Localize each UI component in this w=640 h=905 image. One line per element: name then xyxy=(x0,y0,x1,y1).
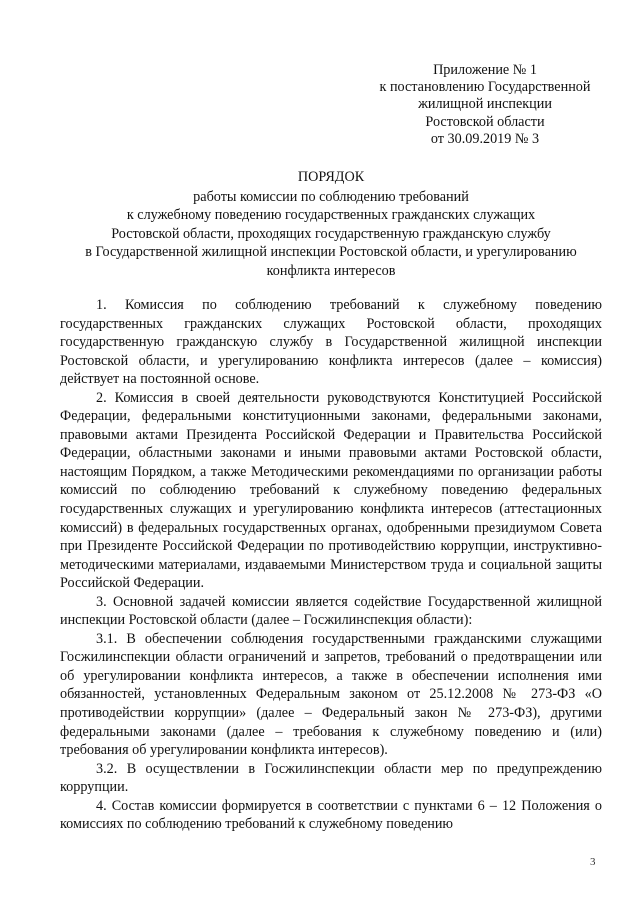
heading-line: в Государственной жилищной инспекции Ростовской области, и урегулированию xyxy=(85,244,577,261)
appendix-line: жилищной инспекции xyxy=(418,96,552,113)
appendix-block xyxy=(370,62,600,148)
heading-line: Ростовской области, проходящих государственную гражданскую службу xyxy=(111,225,551,242)
paragraph-3-2: 3.2. В осуществлении в Госжилинспекции области мер по предупреждению коррупции. xyxy=(60,760,602,796)
document-heading xyxy=(60,168,602,281)
paragraph-3: 3. Основной задачей комиссии является содействие Государственной жилищной инспекции Ростовской области (далее – Госжилинспекция области): xyxy=(60,593,602,629)
paragraph-1: 1. Комиссия по соблюдению требований к служебному поведению государственных гражданских служащих Ростовской области, проходящих государственную гражданскую службу в Государственной жилищной инспекции Ростовской области, и урегулированию конфликта интересов (далее – комиссия) действует на постоянной основе. xyxy=(60,297,602,388)
paragraph-3-1: 3.1. В обеспечении соблюдения государственными гражданскими служащими Госжилинспекции области ограничений и запретов, требований о предотвращении или об урегулировании конфликта интересов, а также в обеспечении исполнения ими обязанностей, установленных Федеральным законом от 25.12.2008 № 273-ФЗ «О противодействии коррупции» (далее – Федеральный закон № 273-ФЗ), другими федеральными законами (далее – требования к служебному поведению и (или) требования об урегулировании конфликта интересов). xyxy=(60,630,602,759)
appendix-line: от 30.09.2019 № 3 xyxy=(430,130,540,147)
appendix-line: Приложение № 1 xyxy=(433,62,537,78)
heading-line: работы комиссии по соблюдению требований xyxy=(193,188,469,205)
appendix-line: к постановлению Государственной xyxy=(379,79,591,96)
paragraph-2: 2. Комиссия в своей деятельности руководствуются Конституцией Российской Федерации, федеральными конституционными законами, федеральными законами, правовыми актами Президента Российской Федерации и Правительства Российской Федерации, областными законами и иными правовыми актами Ростовской области, настоящим Порядком, а также Методическими рекомендациями по организации работы комиссий по соблюдению требований к служебному поведению федеральных государственных служащих и урегулированию конфликта интересов (аттестационных комиссий) в федеральных государственных органах, одобренными президиумом Совета при Президенте Российской Федерации по противодействию коррупции, инструктивно-методическими материалами, издаваемыми Министерством труда и социальной защиты Российской Федерации. xyxy=(60,389,602,592)
page-number: 3 xyxy=(590,856,596,868)
heading-line: конфликта интересов xyxy=(266,262,396,279)
appendix-line: Ростовской области xyxy=(425,113,545,130)
document-body xyxy=(60,296,602,834)
paragraph-4: 4. Состав комиссии формируется в соответствии с пунктами 6 – 12 Положения о комиссиях по соблюдению требований к служебному поведению xyxy=(60,797,602,833)
document-title: ПОРЯДОК xyxy=(297,169,365,185)
heading-line: к служебному поведению государственных гражданских служащих xyxy=(126,207,536,224)
